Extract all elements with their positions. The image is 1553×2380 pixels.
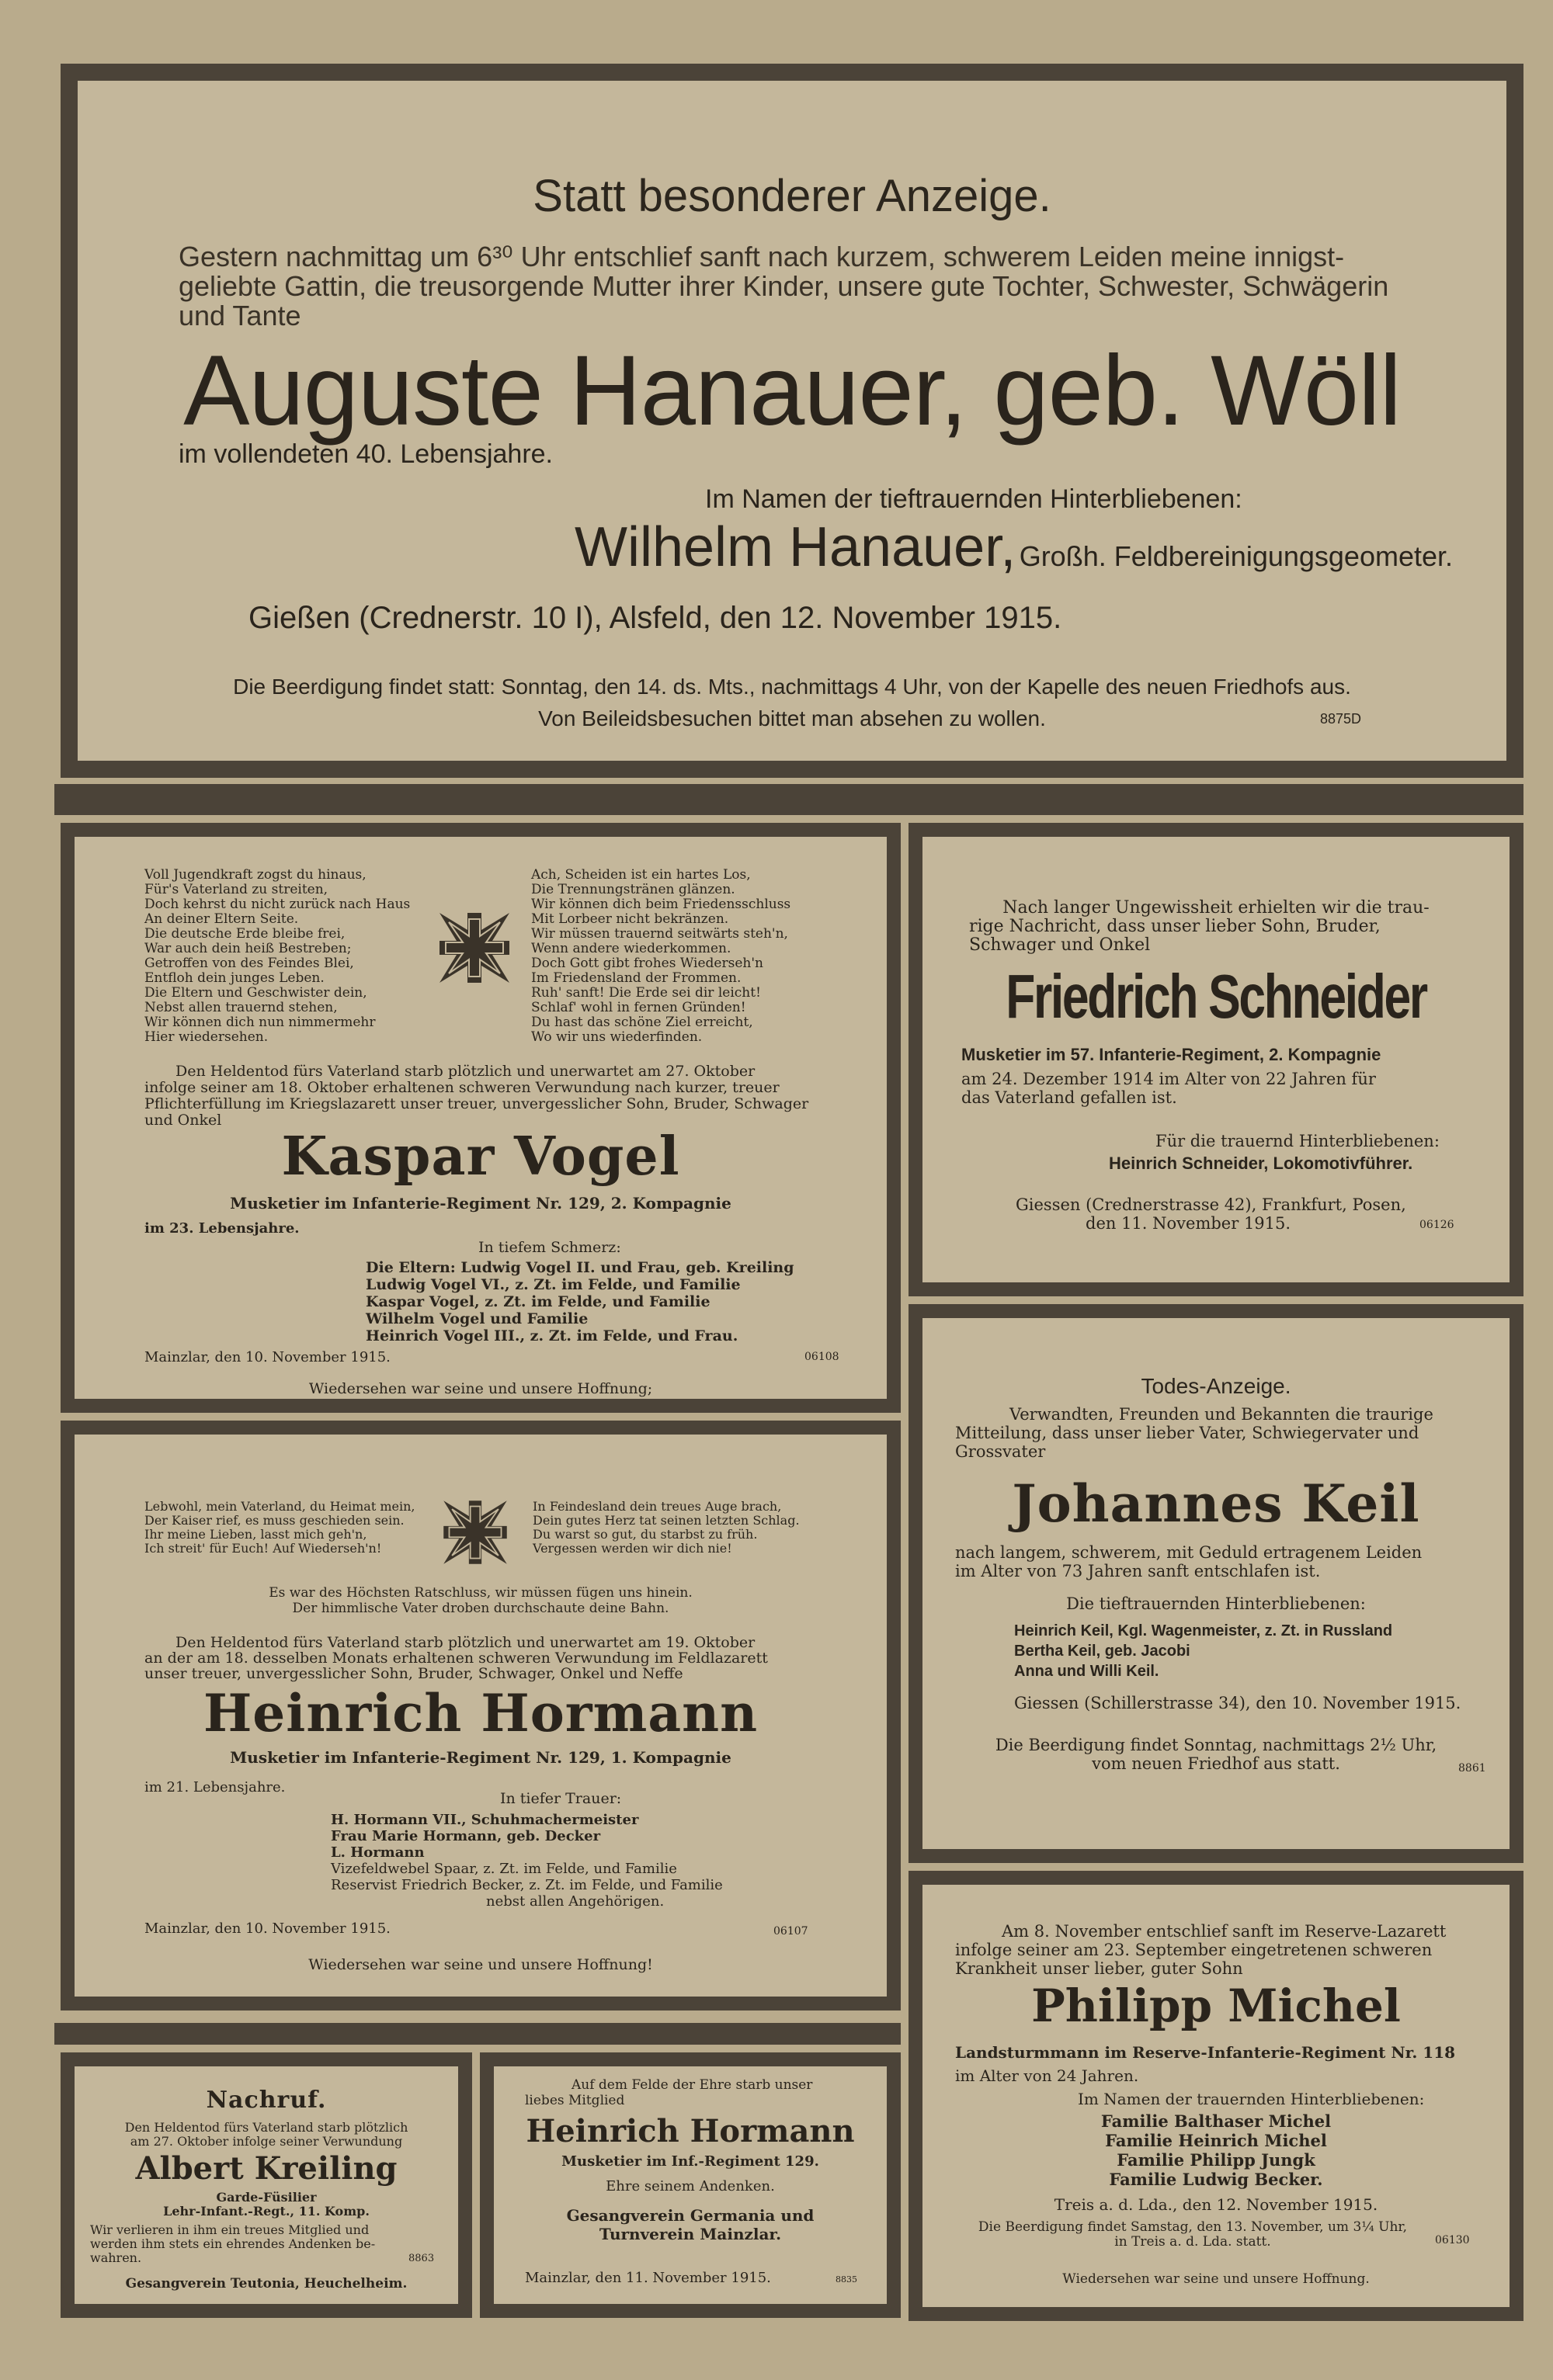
main-notice-frame [61,64,1523,778]
main-notice-heading: Statt besonderer Anzeige. [533,171,1051,221]
intro-line: geliebte Gattin, die treusorgende Mutter ihrer Kinder, unsere gute Tochter, Schwester, Schwägerin [179,270,1389,302]
intro-line: Krankheit unser lieber, guter Sohn [955,1959,1243,1978]
grief-label: In tiefer Trauer: [500,1790,622,1807]
keil-notice-frame [909,1304,1523,1863]
closing-line: Wiedersehen war seine und unsere Hoffnung. [1062,2271,1370,2287]
relative-entry: H. Hormann VII., Schuhmachermeister [331,1812,639,1828]
poem-right [531,868,790,1045]
intro-line: Den Heldentod fürs Vaterland starb plötzlich und unerwartet am 27. Oktober [175,1063,756,1080]
place-date: Mainzlar, den 10. November 1915. [144,1349,391,1365]
poem-line: Ruh' sanft! Die Erde sei dir leicht! [531,985,761,1001]
poem-line: Wir können dich beim Friedensschluss [531,897,791,912]
relative-entry: Heinrich Keil, Kgl. Wagenmeister, z. Zt. in Russland [1014,1622,1393,1639]
poem-line: Der Kaiser rief, es muss geschieden sein. [144,1513,405,1528]
relative-entry: Familie Ludwig Becker. [1109,2170,1323,2189]
on-behalf-label: Die tieftrauernden Hinterbliebenen: [1066,1594,1366,1613]
intro-line: infolge seiner am 23. September eingetretenen schweren [955,1941,1433,1959]
nachruf-heading: Nachruf. [206,2087,327,2114]
intro-line: Auf dem Felde der Ehre starb unser [572,2077,813,2093]
place-date: Gießen (Crednerstr. 10 I), Alsfeld, den 12. November 1915. [248,601,1062,635]
deceased-name: Philipp Michel [1031,1979,1401,2032]
intro-line: Schwager und Onkel [969,935,1151,955]
signer-line [575,515,1453,579]
signer-name: Gesangverein Teutonia, Heuchelheim. [125,2276,408,2292]
schneider-notice-frame [909,823,1523,1296]
michel-funeral [938,2220,1447,2250]
closing-line: Wiedersehen war seine und unsere Hoffnung; [308,1380,653,1397]
keil-details [955,1543,1422,1580]
vogel-intro [144,1063,808,1129]
poem-line: Nebst allen trauernd stehen, [144,1000,338,1015]
poem-line: Voll Jugendkraft zogst du hinaus, [144,867,367,883]
rank-line: Garde-Füsilier [216,2190,317,2205]
intro-line: Verwandten, Freunden und Bekannten die traurige [1009,1405,1433,1424]
vogel-notice-frame [61,823,901,1413]
intro-line: Gestern nachmittag um 6³⁰ Uhr entschlief sanft nach kurzem, schwerem Leiden meine innigst- [179,241,1345,272]
ref-number: 06126 [1419,1219,1454,1231]
body-line: wahren. [90,2250,142,2265]
keil-intro [955,1405,1433,1461]
poem-line: Die deutsche Erde bleibe frei, [144,926,346,942]
ref-number: 8835 [836,2274,857,2285]
saying-line: Es war des Höchsten Ratschluss, wir müssen fügen uns hinein. [269,1585,693,1601]
poem-line: Getroffen von des Feindes Blei, [144,956,354,971]
poem-line: Wir können dich nun nimmermehr [144,1015,376,1030]
schneider-details [961,1070,1376,1107]
on-behalf-label: Im Namen der trauernden Hinterbliebenen: [1078,2090,1425,2108]
saying-line: Der himmlische Vater droben durchschaute deine Bahn. [292,1601,669,1616]
intro-line: und Tante [179,300,301,331]
deceased-name: Friedrich Schneider [1006,962,1426,1031]
deceased-rank: Musketier im Infanterie-Regiment Nr. 129, 2. Kompagnie [230,1194,731,1213]
intro-line: Am 8. November entschlief sanft im Reserve-Lazarett [1002,1922,1447,1941]
deceased-age: im 23. Lebensjahre. [144,1220,300,1237]
poem-line: Ihr meine Lieben, lasst mich geh'n, [144,1527,367,1542]
funeral-line: vom neuen Friedhof aus statt. [1092,1754,1340,1773]
nachruf-hormann-frame [480,2052,901,2318]
funeral-line: Die Beerdigung findet Sonntag, nachmittags 2½ Uhr, [995,1736,1437,1754]
keil-heading: Todes-Anzeige. [1141,1374,1291,1398]
intro-line: Grossvater [955,1442,1046,1461]
schneider-place [1016,1195,1406,1233]
relative-entry: Familie Balthaser Michel [1100,2111,1332,2131]
poem-line: Dein gutes Herz tat seinen letzten Schlag. [533,1513,800,1528]
signer-name: Heinrich Schneider, Lokomotivführer. [1109,1154,1413,1173]
poem-line: Schlaf' wohl in fernen Gründen! [531,1000,746,1015]
poem-line: Mit Lorbeer nicht bekränzen. [531,911,729,927]
signer-line: Gesangverein Germania und [566,2206,815,2225]
relatives-list [1014,1621,1392,1681]
poem-line: Ich streit' für Euch! Auf Wiederseh'n! [144,1541,382,1556]
funeral-info: Die Beerdigung findet statt: Sonntag, den 14. ds. Mts., nachmittags 4 Uhr, von der Kapelle des neuen Friedhofs aus. [233,675,1351,699]
relative-entry: Reservist Friedrich Becker, z. Zt. im Felde, und Familie [331,1877,723,1893]
relative-entry: L. Hormann [331,1844,425,1861]
place-line: den 11. November 1915. [1086,1214,1291,1233]
deceased-rank: Musketier im 57. Infanterie-Regiment, 2. Kompagnie [961,1045,1381,1064]
poem-line: Doch Gott gibt frohes Wiederseh'n [531,956,763,971]
signer-line: Turnverein Mainzlar. [599,2225,782,2243]
ref-number: 06108 [804,1351,839,1363]
deceased-name: Auguste Hanauer, geb. Wöll [183,335,1401,446]
hormann-saying [75,1585,887,1616]
poem-left [144,868,410,1045]
poem-line: Wo wir uns wiederfinden. [531,1029,703,1045]
ref-number: 8863 [408,2253,435,2264]
signer-title: Großh. Feldbereinigungsgeometer. [1019,540,1454,572]
intro-line: unser treuer, unvergesslicher Sohn, Bruder, Schwager, Onkel und Neffe [144,1665,683,1682]
poem-line: Vergessen werden wir dich nie! [533,1541,732,1556]
intro-line: und Onkel [144,1112,222,1129]
funeral-line: Die Beerdigung findet Samstag, den 13. November, um 3¼ Uhr, [978,2219,1408,2235]
deceased-rank: Landsturmmann im Reserve-Infanterie-Regiment Nr. 118 [955,2043,1456,2062]
place-date: Mainzlar, den 11. November 1915. [525,2270,771,2286]
place-date: Giessen (Schillerstrasse 34), den 10. November 1915. [1014,1694,1461,1712]
poem-line: Die Eltern und Geschwister dein, [144,985,367,1001]
deceased-name: Kaspar Vogel [281,1126,680,1188]
on-behalf-label: Für die trauernd Hinterbliebenen: [1155,1132,1440,1150]
deceased-name: Albert Kreiling [135,2150,398,2187]
deceased-name: Heinrich Hormann [203,1683,759,1743]
nachruf-kreiling-frame [61,2052,472,2318]
detail-line: im Alter von 73 Jahren sanft entschlafen ist. [955,1562,1321,1580]
poem-line: Du warst so gut, du starbst zu früh. [533,1527,758,1542]
intro-line: rige Nachricht, dass unser lieber Sohn, Bruder, [969,917,1381,936]
deceased-rank: Musketier im Inf.-Regiment 129. [561,2153,819,2170]
relative-entry: Frau Marie Hormann, geb. Decker [331,1828,601,1844]
deceased-rank: Musketier im Infanterie-Regiment Nr. 129, 1. Kompagnie [230,1748,731,1767]
poem-right [533,1500,800,1556]
intro-line: infolge seiner am 18. Oktober erhaltenen schweren Verwundung nach kurzer, treuer [144,1079,780,1096]
keil-funeral [922,1736,1510,1773]
poem-line: Die Trennungstränen glänzen. [531,882,735,897]
intro-line: Mitteilung, dass unser lieber Vater, Schwiegervater und [955,1424,1419,1442]
rank-line: Lehr-Infant.-Regt., 11. Komp. [163,2204,370,2219]
relative-entry: Ludwig Vogel VI., z. Zt. im Felde, und Familie [366,1276,741,1293]
intro-line: Pflichterfüllung im Kriegslazarett unser treuer, unvergesslicher Sohn, Bruder, Schwager [144,1095,809,1112]
deceased-age: im vollendeten 40. Lebensjahre. [179,439,553,469]
relative-entry: nebst allen Angehörigen. [486,1893,665,1910]
nachruf-intro [525,2077,812,2108]
separator-strip [54,2023,901,2045]
body-line: Wir verlieren in ihm ein treues Mitglied und [90,2222,370,2237]
place-date: Treis a. d. Lda., den 12. November 1915. [1054,2195,1378,2214]
nachruf-intro [75,2121,458,2149]
poem-line: In Feindesland dein treues Auge brach, [533,1499,782,1514]
grief-label: In tiefem Schmerz: [478,1239,621,1256]
poem-left [144,1500,415,1556]
nachruf-rank [75,2191,458,2219]
ref-number: 8875D [1320,711,1362,727]
intro-line: Den Heldentod fürs Vaterland starb plötzlich und unerwartet am 19. Oktober [175,1634,756,1651]
relative-entry: Familie Philipp Jungk [1117,2150,1315,2170]
poem-line: Hier wiedersehen. [144,1029,269,1045]
poem-line: An deiner Eltern Seite. [144,911,299,927]
intro-line: Nach langer Ungewissheit erhielten wir die trau- [1002,898,1430,918]
relative-entry: Familie Heinrich Michel [1105,2131,1327,2150]
on-behalf-label: Im Namen der tieftrauernden Hinterbliebenen: [705,484,1242,514]
relative-entry: Heinrich Vogel III., z. Zt. im Felde, und Frau. [366,1327,738,1344]
poem-line: Entfloh dein junges Leben. [144,970,325,986]
closing-line: Wiedersehen war seine und unsere Hoffnung! [308,1956,653,1973]
poem-line: Im Friedensland der Frommen. [531,970,742,986]
deceased-name: Heinrich Hormann [526,2113,855,2149]
relative-entry: Bertha Keil, geb. Jacobi [1014,1643,1190,1660]
ref-number: 8861 [1458,1762,1486,1775]
no-visits-note: Von Beileidsbesuchen bittet man absehen zu wollen. [538,706,1046,730]
michel-intro [955,1922,1446,1978]
body-line: werden ihm stets ein ehrendes Andenken be- [90,2236,376,2251]
relative-entry: Die Eltern: Ludwig Vogel II. und Frau, geb. Kreiling [366,1259,794,1276]
intro-line: Den Heldentod fürs Vaterland starb plötzlich [124,2120,408,2135]
deceased-name: Johannes Keil [1012,1473,1420,1534]
relatives-list [366,1259,794,1344]
michel-notice-frame [909,1871,1523,2321]
memory-line: Ehre seinem Andenken. [606,2178,775,2194]
hormann-notice-frame [61,1421,901,2011]
poem-line: Lebwohl, mein Vaterland, du Heimat mein, [144,1499,415,1514]
funeral-line: in Treis a. d. Lda. statt. [1114,2234,1271,2250]
main-notice-intro [179,242,1388,331]
relatives-list [922,2111,1510,2189]
intro-line: liebes Mitglied [525,2093,625,2108]
deceased-age: im Alter von 24 Jahren. [955,2066,1139,2085]
ref-number: 06130 [1435,2234,1470,2246]
place-date: Mainzlar, den 10. November 1915. [144,1920,391,1937]
poem-line: Für's Vaterland zu streiten, [144,882,328,897]
ref-number: 06107 [773,1925,808,1938]
poem-line: Doch kehrst du nicht zurück nach Haus [144,897,411,912]
deceased-age: im 21. Lebensjahre. [144,1779,286,1795]
place-line: Giessen (Crednerstrasse 42), Frankfurt, Posen, [1016,1195,1406,1214]
detail-line: am 24. Dezember 1914 im Alter von 22 Jahren für [961,1070,1376,1088]
relative-entry: Anna und Willi Keil. [1014,1663,1159,1680]
detail-line: das Vaterland gefallen ist. [961,1088,1177,1107]
intro-line: am 27. Oktober infolge seiner Verwundung [130,2134,403,2149]
signer-name: Wilhelm Hanauer, [575,516,1016,578]
poem-line: Wenn andere wiederkommen. [531,941,731,956]
relative-entry: Wilhelm Vogel und Familie [366,1310,589,1327]
iron-cross-icon [433,907,516,989]
relatives-list [331,1812,723,1910]
schneider-intro [946,899,1486,955]
poem-line: Ach, Scheiden ist ein hartes Los, [531,867,751,883]
iron-cross-icon [438,1495,512,1570]
hormann-intro [144,1635,768,1681]
poem-line: Wir müssen trauernd seitwärts steh'n, [531,926,788,942]
poem-line: Du hast das schöne Ziel erreicht, [531,1015,753,1030]
separator-strip [54,784,1523,815]
nachruf-body [90,2223,375,2265]
intro-line: an der am 18. desselben Monats erhaltenen schweren Verwundung im Feldlazarett [144,1650,768,1667]
poem-line: War auch dein heiß Bestreben; [144,941,352,956]
detail-line: nach langem, schwerem, mit Geduld ertragenem Leiden [955,1543,1423,1562]
relative-entry: Kaspar Vogel, z. Zt. im Felde, und Familie [366,1293,710,1310]
nachruf-signer [494,2206,887,2243]
relative-entry: Vizefeldwebel Spaar, z. Zt. im Felde, und Familie [331,1861,677,1877]
